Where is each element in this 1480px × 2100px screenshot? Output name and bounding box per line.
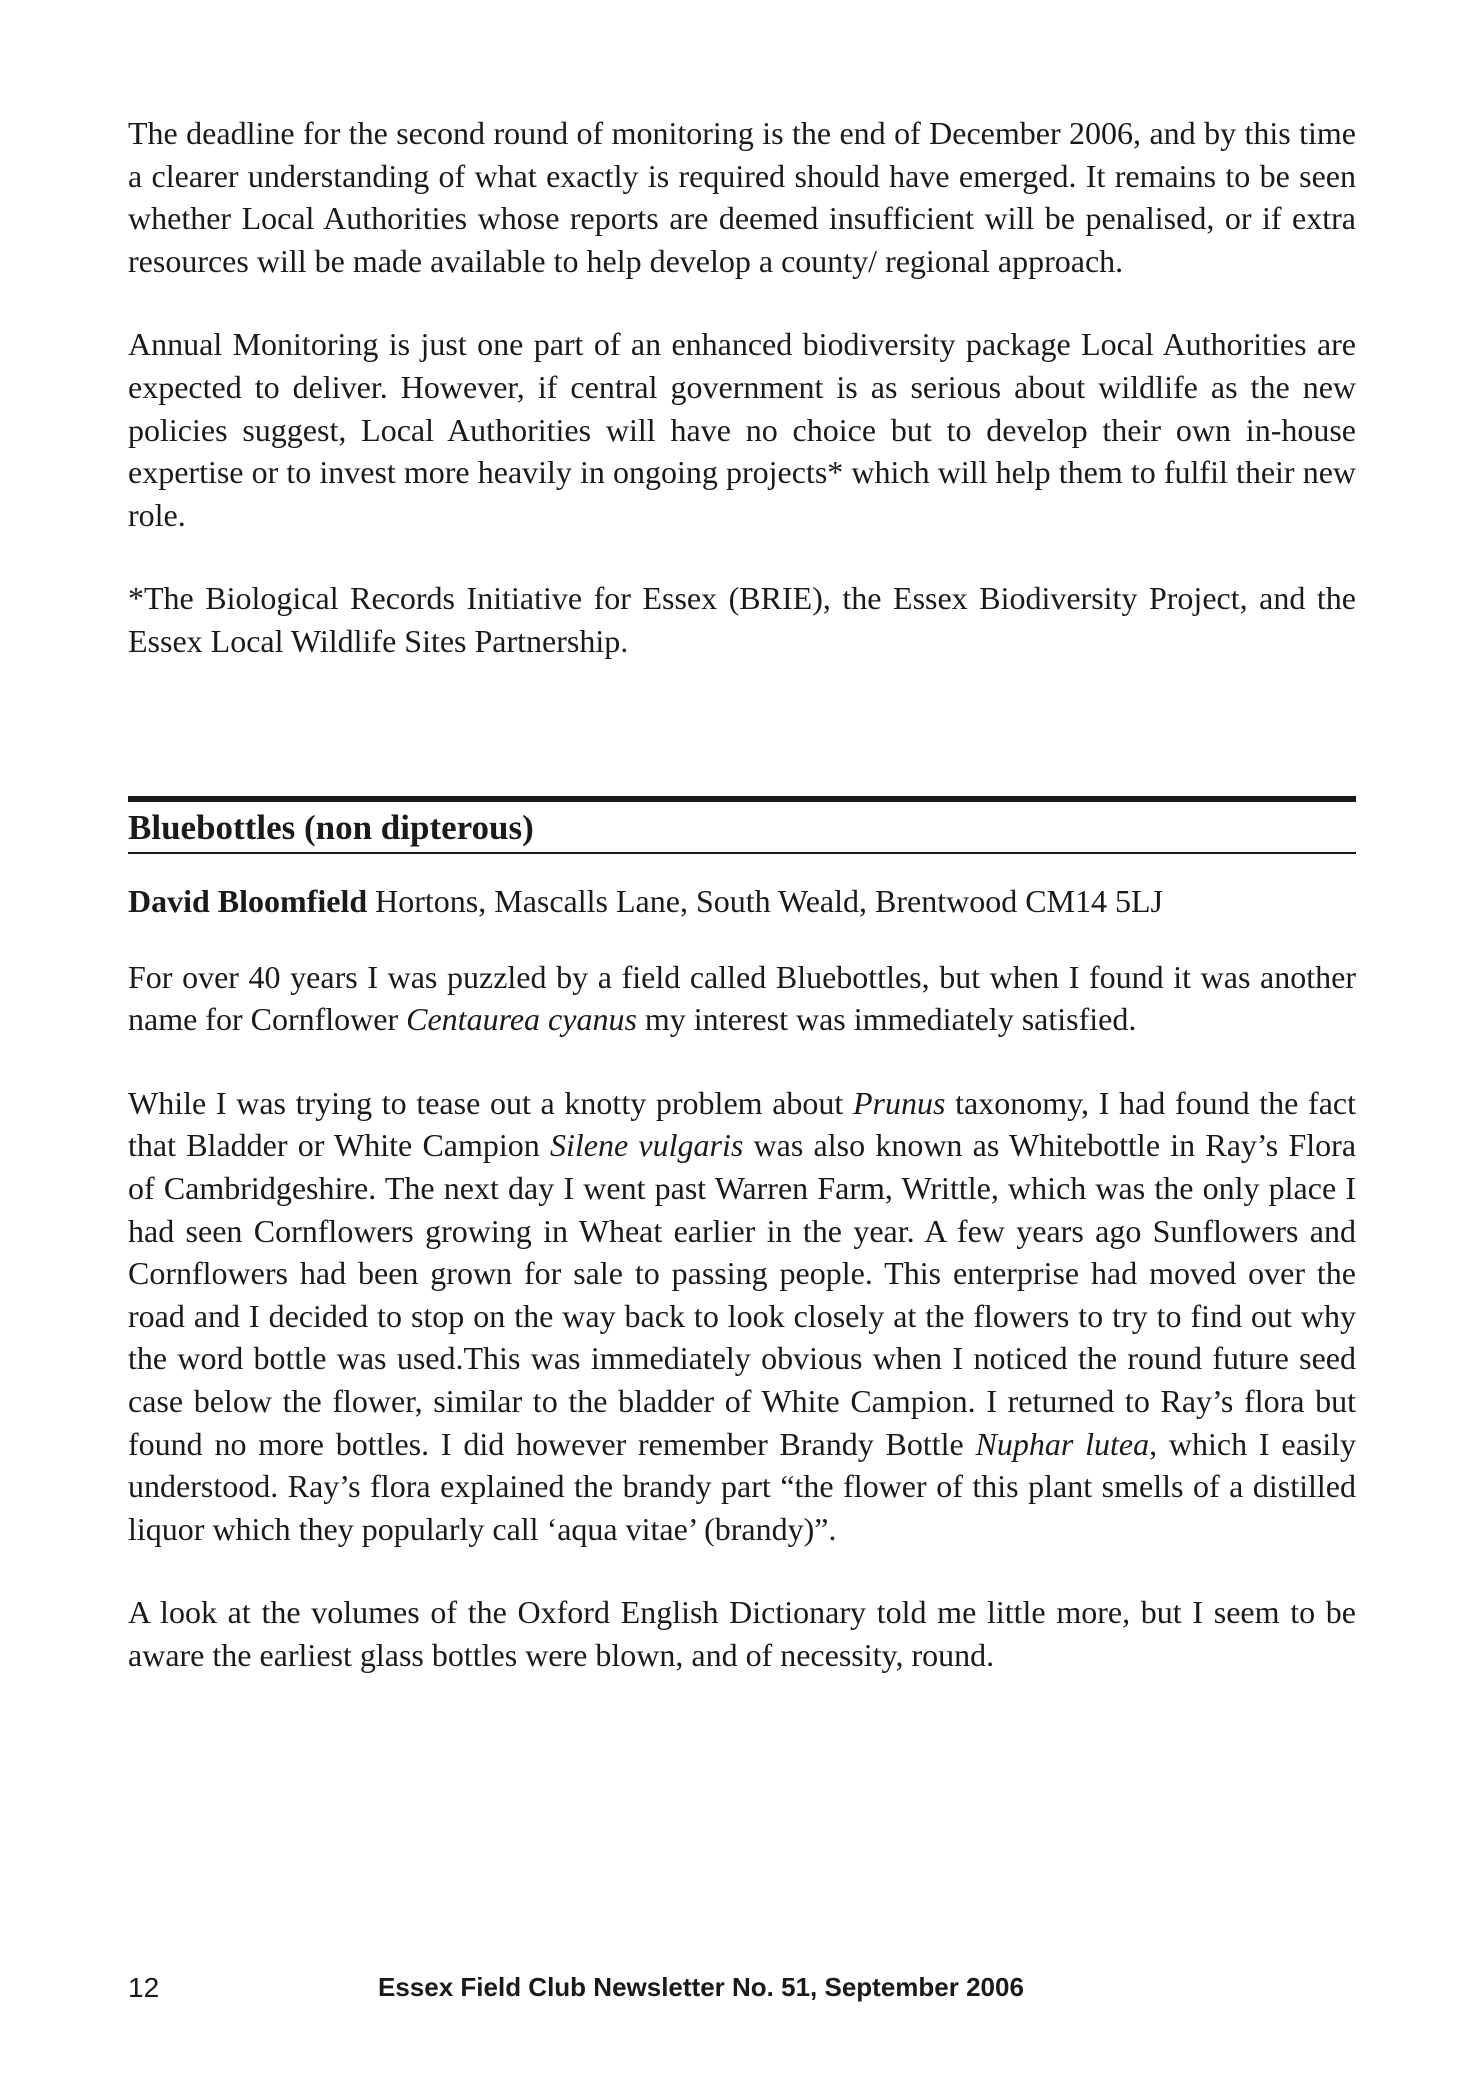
species-name: Silene vulgaris [550, 1127, 744, 1164]
page-number: 12 [128, 1972, 160, 2003]
page-footer [128, 1972, 1356, 2008]
section-rule-bottom [128, 852, 1356, 854]
intro-paragraph-1: The deadline for the second round of monitoring is the end of December 2006, and by this time a clearer understanding of what exactly is required should have emerged. It remains to be seen whether Local Authorities whose reports are deemed insufficient will be penalised, or if extra resources will be made available to help develop a county/ regional approach. [128, 115, 1356, 279]
article-heading: Bluebottles (non dipterous) [128, 808, 534, 847]
intro-paragraph-2: Annual Monitoring is just one part of an enhanced biodiversity package Local Authorities are expected to deliver. However, if central government is as serious about wildlife as the new policies suggest, Local Authorities will have no choice but to develop their own in-house expertise or to invest more heavily in ongoing projects* which will help them to fulfil their new role. [128, 326, 1356, 533]
genus-name: Prunus [853, 1084, 946, 1121]
species-name: Centaurea cyanus [406, 1001, 637, 1038]
author-line [128, 880, 1356, 923]
publication-title: Essex Field Club Newsletter No. 51, September 2006 [378, 1972, 1024, 2002]
author-name: David Bloomfield [128, 883, 368, 919]
article-paragraph-1: For over 40 years I was puzzled by a field called Bluebottles, but when I found it was another name for Cornflower Centaurea cyanus my interest was immediately satisfied. [128, 958, 1356, 1038]
section-rule-top [128, 796, 1356, 802]
author-address: Hortons, Mascalls Lane, South Weald, Brentwood CM14 5LJ [367, 883, 1163, 919]
intro-footnote: *The Biological Records Initiative for Essex (BRIE), the Essex Biodiversity Project, and the Essex Local Wildlife Sites Partnership. [128, 580, 1356, 659]
species-name: Nuphar lutea [975, 1425, 1150, 1462]
article-paragraph-3: A look at the volumes of the Oxford English Dictionary told me little more, but I seem to be aware the earliest glass bottles were blown, and of necessity, round. [128, 1594, 1356, 1673]
article-body [128, 880, 1356, 1677]
intro-section [128, 112, 1356, 663]
article-paragraph-2: While I was trying to tease out a knotty problem about Prunus taxonomy, I had found the fact that Bladder or White Campion Silene vulgaris was also known as Whitebottle in Ray’s Flora of Cambridgeshire. The next day I went past Warren Farm, Writtle, which was the only place I had seen Cornflowers growing in Wheat earlier in the year. A few years ago Sunflowers and Cornflowers had been grown for sale to passing people. This enterprise had moved over the road and I decided to stop on the way back to look closely at the flowers to try to find out why the word bottle was used.This was immediately obvious when I noticed the round future seed case below the flower, similar to the bladder of White Campion. I returned to Ray’s flora but found no more bottles. I did however remember Brandy Bottle Nuphar lutea, which I easily understood. Ray’s flora explained the brandy part “the flower of this plant smells of a distilled liquor which they popularly call ‘aqua vitae’ (brandy)”. [128, 1084, 1357, 1547]
